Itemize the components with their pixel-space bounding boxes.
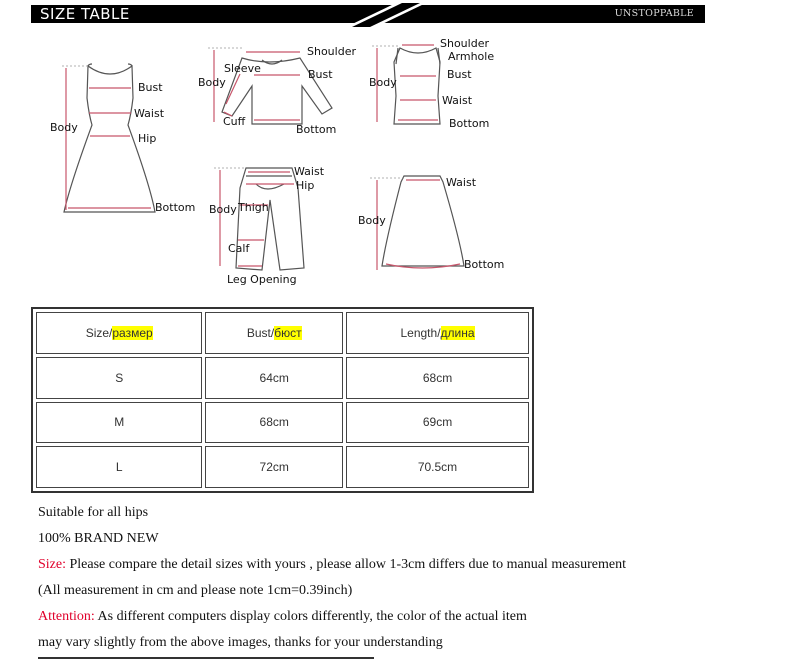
dress-waist-label: Waist [134,107,165,120]
size-cell: S [36,357,202,399]
pants-leg-opening-label: Leg Opening [227,273,297,286]
note-color-variation: may vary slightly from the above images, thanks for your understanding [38,635,443,650]
bust-cell: 64cm [205,357,343,399]
pants-diagram [209,165,325,286]
tank-bottom-label: Bottom [449,117,490,130]
size-table [31,307,534,493]
header-size: Size/размер [36,312,202,354]
pants-thigh-label: Thigh [238,201,269,214]
shirt-diagram [198,45,356,136]
size-cell: L [36,446,202,488]
shirt-bust-label: Bust [308,68,333,81]
note-measurement: (All measurement in cm and please note 1cm=0.39inch) [38,583,353,598]
attention-note-label: Attention: [38,609,95,624]
note-hips: Suitable for all hips [38,505,149,520]
pants-calf-label: Calf [228,242,250,255]
shirt-cuff-label: Cuff [223,115,246,128]
header-bust: Bust/бюст [205,312,343,354]
length-cell: 70.5cm [346,446,529,488]
tank-diagram [369,37,494,130]
skirt-diagram [358,176,504,271]
tank-shoulder-label: Shoulder [440,37,489,50]
table-row [36,402,529,444]
skirt-waist-label: Waist [446,176,477,189]
dress-diagram [50,64,195,214]
bust-cell: 72cm [205,446,343,488]
pants-hip-label: Hip [296,179,315,192]
dress-body-label: Body [50,121,78,134]
shirt-body-label: Body [198,76,226,89]
length-cell: 68cm [346,357,529,399]
dress-bust-label: Bust [138,81,163,94]
header-length: Length/длина [346,312,529,354]
table-row [36,357,529,399]
pants-body-label: Body [209,203,237,216]
shirt-sleeve-label: Sleeve [224,62,261,75]
tank-waist-label: Waist [442,94,473,107]
dress-hip-label: Hip [138,132,157,145]
product-notes [38,503,626,659]
tank-armhole-label: Armhole [448,50,495,63]
length-cell: 69cm [346,402,529,444]
garment-diagrams [0,0,810,300]
size-note-label: Size: [38,557,66,572]
shirt-bottom-label: Bottom [296,123,337,136]
table-row [36,446,529,488]
tank-body-label: Body [369,76,397,89]
bottom-divider [38,657,374,659]
header-title: SIZE TABLE [40,5,130,23]
dress-bottom-label: Bottom [155,201,196,214]
skirt-bottom-label: Bottom [464,258,505,271]
skirt-body-label: Body [358,214,386,227]
note-size: Size: Please compare the detail sizes with yours , please allow 1-3cm differs due to manual measurement [38,557,626,572]
note-attention: Attention: As different computers display colors differently, the color of the actual item [38,609,527,624]
table-header-row [36,312,529,354]
tank-bust-label: Bust [447,68,472,81]
header-brand: UNSTOPPABLE [614,8,694,19]
size-cell: M [36,402,202,444]
note-brand-new: 100% BRAND NEW [38,531,159,546]
pants-waist-label: Waist [294,165,325,178]
shirt-shoulder-label: Shoulder [307,45,356,58]
bust-cell: 68cm [205,402,343,444]
